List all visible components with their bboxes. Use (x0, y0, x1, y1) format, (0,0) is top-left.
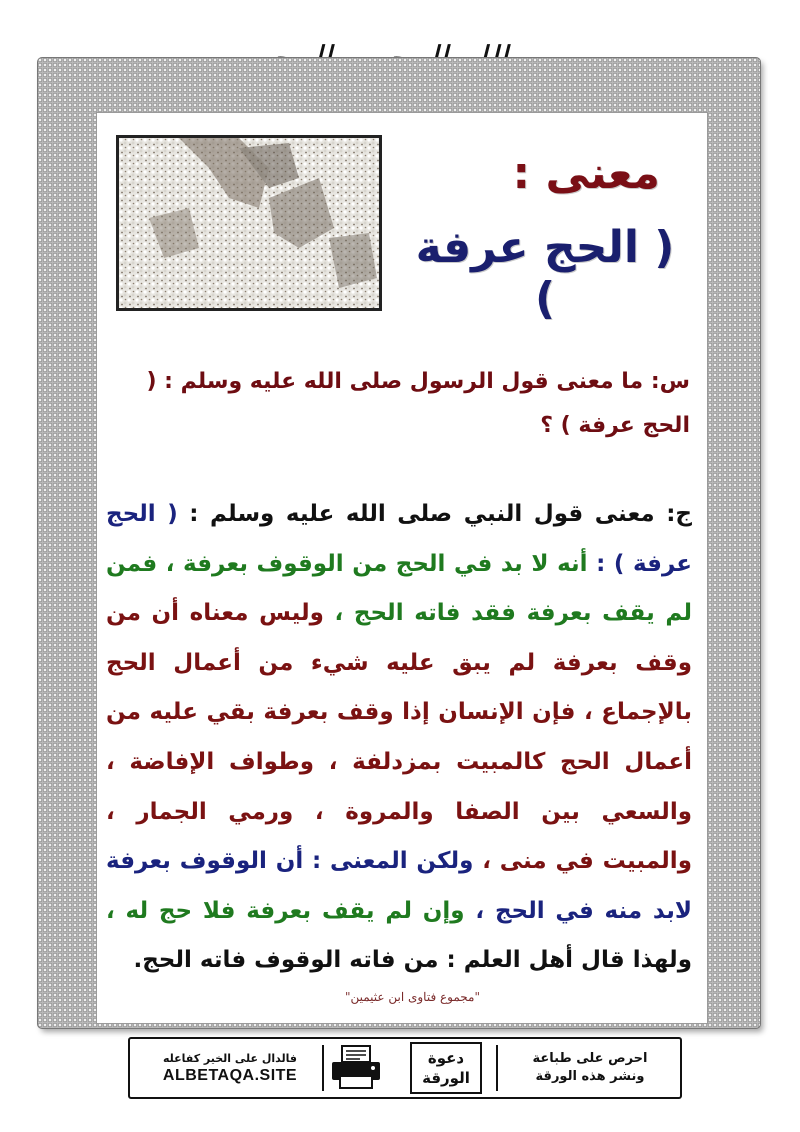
answer-conclusion: ولهذا قال أهل العلم : من فاته الوقوف فاته الحج. (133, 947, 692, 974)
footer-call-to-action (510, 1045, 670, 1091)
answer-main-point: أنه لا بد في الحج من الوقوف بعرفة ، فمن لم يقف بعرفة فقد فاته الحج ، (106, 550, 692, 627)
printer-icon (328, 1044, 384, 1092)
title-prefix: معنى : (512, 148, 660, 199)
page-title: ( الحج عرفة ) (415, 222, 675, 324)
question-block (112, 360, 690, 448)
site-link[interactable]: ALBETAQA.SITE (162, 1066, 298, 1084)
cta-line-1: احرص على طباعة (532, 1051, 648, 1066)
footer-site-block (142, 1045, 318, 1091)
answer-block (106, 490, 692, 986)
answer-explanation: وليس معناه أن من وقف بعرفة لم يبق عليه شيء من أعمال الحج بالإجماع ، فإن الإنسان إذا وقف بعرفة بقي عليه من أعمال الحج كالمبيت بمزدلفة ، وطواف الإفاضة ، والسعي بين الصفا والمروة ، ورمي الجمار ، والمبيت في منى ، (106, 600, 692, 875)
question-text: ما معنى قول الرسول صلى الله عليه وسلم : ( الحج عرفة ) ؟ (146, 369, 690, 438)
answer-intro: ج: معنى قول النبي صلى الله عليه وسلم : (177, 501, 692, 527)
answer-meaning: ولكن المعنى : أن الوقوف بعرفة لابد منه في الحج ، (106, 848, 692, 924)
footer-divider (496, 1045, 498, 1091)
footer-banner (128, 1037, 682, 1099)
logo-line-1: دعوة (427, 1049, 465, 1067)
cta-line-2: ونشر هذه الورقة (535, 1069, 645, 1084)
question-prefix: س: (643, 369, 690, 394)
logo-line-2: الورقة (422, 1069, 470, 1087)
pilgrims-photo (116, 135, 382, 311)
publisher-logo (410, 1042, 482, 1094)
answer-consequence: وإن لم يقف بعرفة فلا حج له ، (106, 897, 465, 924)
footer-tagline: فالدال على الخير كفاعله (162, 1051, 298, 1065)
answer-quote: ( الحج عرفة ) : (106, 501, 693, 577)
source-citation: "مجموع فتاوى ابن عثيمين" (344, 990, 480, 1004)
footer-divider (322, 1045, 324, 1091)
